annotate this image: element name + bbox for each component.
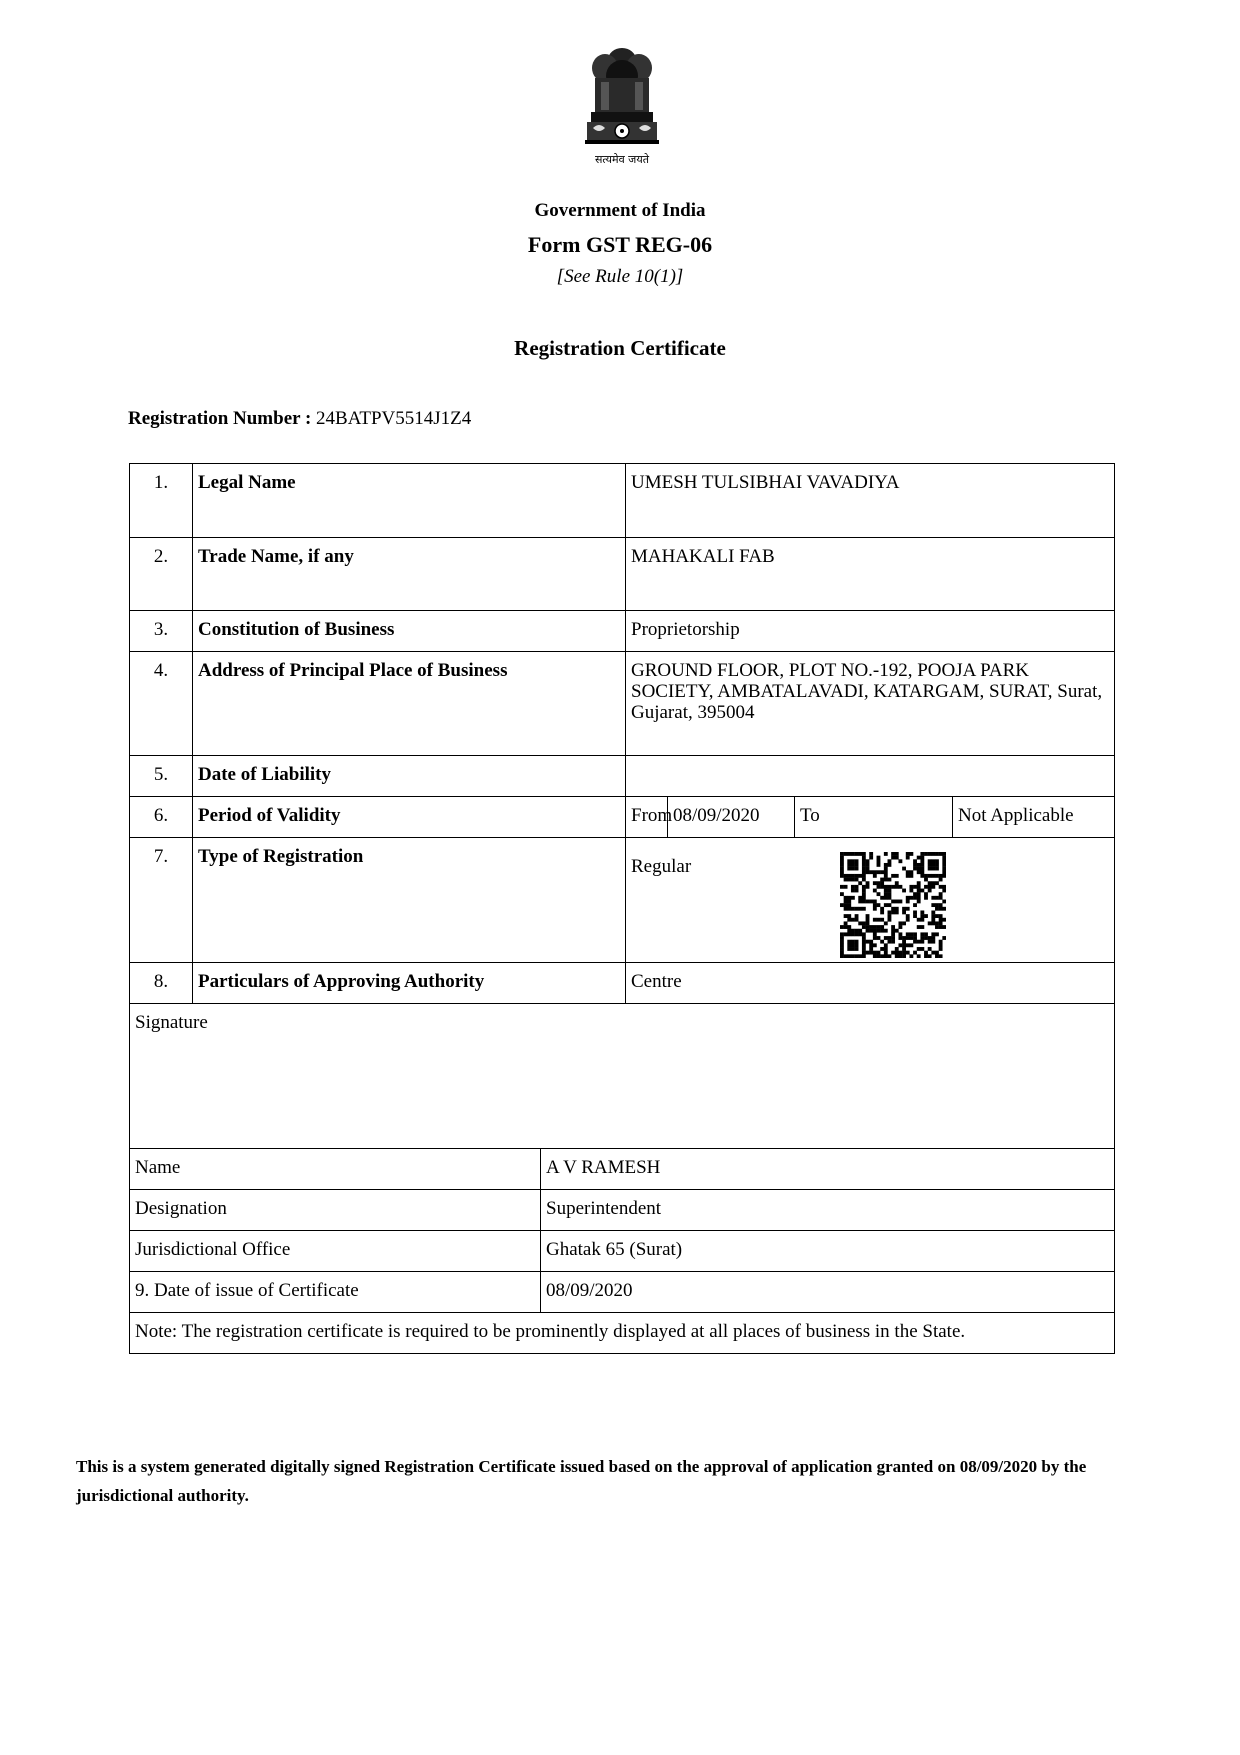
row-number: 7. bbox=[130, 838, 193, 963]
form-title: Form GST REG-06 bbox=[527, 232, 713, 257]
validity-to-label: To bbox=[795, 797, 953, 838]
signature-label: Signature bbox=[130, 1004, 1115, 1149]
rule-reference: [See Rule 10(1)] bbox=[556, 266, 684, 287]
officer-name-value: A V RAMESH bbox=[541, 1149, 1115, 1190]
display-note: Note: The registration certificate is required to be prominently displayed at all places of business in the State. bbox=[130, 1313, 1115, 1354]
row-label: Address of Principal Place of Business bbox=[193, 652, 626, 756]
officer-name-label: Name bbox=[130, 1149, 541, 1190]
row-label: Type of Registration bbox=[193, 838, 626, 963]
row-number: 1. bbox=[130, 464, 193, 538]
approving-authority-value: Centre bbox=[626, 963, 1115, 1004]
liability-date-value bbox=[626, 756, 1115, 797]
validity-from-value: 08/09/2020 bbox=[668, 797, 795, 838]
row-number: 5. bbox=[130, 756, 193, 797]
row-number: 6. bbox=[130, 797, 193, 838]
designation-label: Designation bbox=[130, 1190, 541, 1231]
table-row bbox=[130, 538, 1115, 611]
table-row bbox=[130, 838, 1115, 963]
table-row bbox=[130, 611, 1115, 652]
row-number: 3. bbox=[130, 611, 193, 652]
row-number: 4. bbox=[130, 652, 193, 756]
table-row bbox=[130, 1190, 1115, 1231]
emblem-motto: सत्यमेव जयते bbox=[594, 153, 649, 166]
table-row bbox=[130, 756, 1115, 797]
table-row bbox=[130, 464, 1115, 538]
table-row bbox=[130, 797, 1115, 838]
row-label: Date of Liability bbox=[193, 756, 626, 797]
registration-number-value: 24BATPV5514J1Z4 bbox=[316, 408, 472, 429]
jurisdictional-office-label: Jurisdictional Office bbox=[130, 1231, 541, 1272]
jurisdictional-office-value: Ghatak 65 (Surat) bbox=[541, 1231, 1115, 1272]
designation-value: Superintendent bbox=[541, 1190, 1115, 1231]
validity-from-label: From bbox=[626, 797, 668, 838]
row-label: Legal Name bbox=[193, 464, 626, 538]
row-number: 2. bbox=[130, 538, 193, 611]
issue-date-value: 08/09/2020 bbox=[541, 1272, 1115, 1313]
table-row bbox=[130, 1272, 1115, 1313]
constitution-value: Proprietorship bbox=[626, 611, 1115, 652]
row-label: Trade Name, if any bbox=[193, 538, 626, 611]
registration-number-label: Registration Number : bbox=[128, 408, 312, 429]
table-row bbox=[130, 963, 1115, 1004]
row-label: Particulars of Approving Authority bbox=[193, 963, 626, 1004]
table-row bbox=[130, 1149, 1115, 1190]
row-number: 8. bbox=[130, 963, 193, 1004]
validity-to-value: Not Applicable bbox=[953, 797, 1115, 838]
certificate-table bbox=[129, 463, 1115, 1354]
government-title: Government of India bbox=[534, 200, 706, 221]
table-row bbox=[130, 1313, 1115, 1354]
row-label: Period of Validity bbox=[193, 797, 626, 838]
qr-code-icon bbox=[840, 852, 946, 958]
trade-name-value: MAHAKALI FAB bbox=[626, 538, 1115, 611]
registration-number-line bbox=[128, 408, 471, 430]
system-generated-note: This is a system generated digitally signed Registration Certificate issued based on the approval of application granted on 08/09/2020 by the jurisdictional authority. bbox=[76, 1457, 1087, 1505]
table-row bbox=[130, 1231, 1115, 1272]
registration-type-value: Regular bbox=[626, 838, 1115, 963]
address-value: GROUND FLOOR, PLOT NO.-192, POOJA PARK SOCIETY, AMBATALAVADI, KATARGAM, SURAT, Surat, Gujarat, 395004 bbox=[626, 652, 1115, 756]
issue-date-label: 9. Date of issue of Certificate bbox=[130, 1272, 541, 1313]
national-emblem-icon bbox=[577, 38, 667, 168]
row-label: Constitution of Business bbox=[193, 611, 626, 652]
signature-row bbox=[130, 1004, 1115, 1149]
certificate-title: Registration Certificate bbox=[514, 336, 726, 360]
table-row bbox=[130, 652, 1115, 756]
legal-name-value: UMESH TULSIBHAI VAVADIYA bbox=[626, 464, 1115, 538]
